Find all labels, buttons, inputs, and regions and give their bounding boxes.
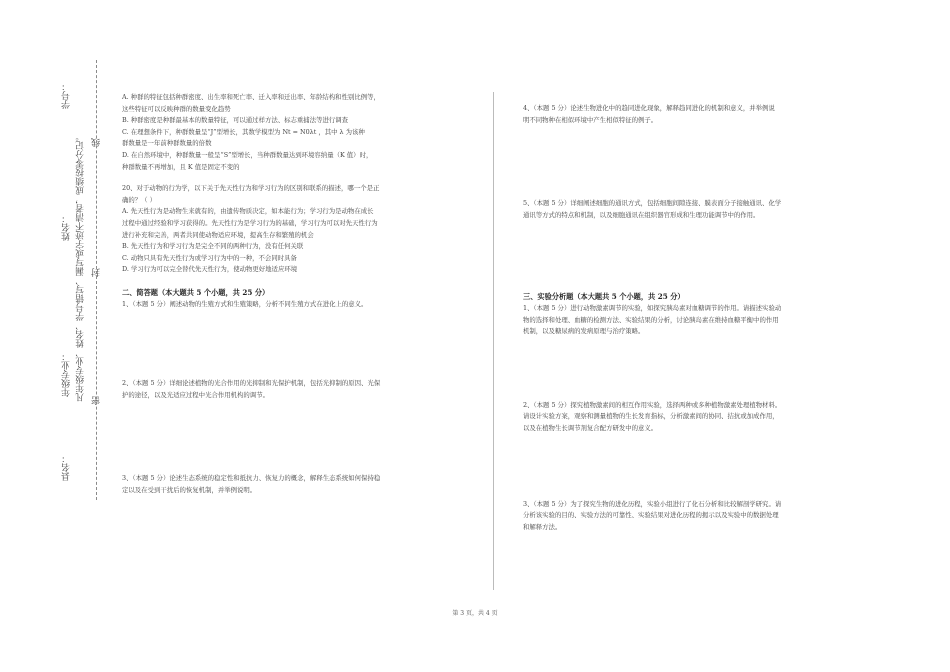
q20-line: A. 先天性行为是动物生来就有的，由遗传物质决定，如本能行为；学习行为是动物在成长	[122, 207, 374, 216]
section-3-title: 三、实验分析题（本大题共 5 个小题，共 25 分）	[523, 292, 685, 302]
s3-question-1: 1、（本题 5 分）进行动物激素调节的实验，如探究胰岛素对血糖调节的作用。请描述实验动 物的选择和处理、血糖的检测方法、实验结果的分析，讨论胰岛素在维持血糖平衡中的作用 机制，以及糖尿病的发病原理与治疗策略。	[523, 303, 782, 336]
q20-line: 过程中通过经验和学习获得的。先天性行为是学习行为的基础，学习行为可以对先天性行为	[122, 218, 378, 227]
q20-line: B. 先天性行为和学习行为是完全不同的两种行为，没有任何关联	[122, 242, 304, 251]
q20-line: D. 学习行为可以完全替代先天性行为，使动物更好地适应环境	[122, 265, 298, 274]
section-2-title: 二、简答题（本大题共 5 个小题，共 25 分）	[122, 287, 270, 297]
seal-mi: 密	[92, 396, 102, 405]
s2-question-2: 2、（本题 5 分）详细论述植物的光合作用的光抑制和光保护机制，包括光抑制的原因、光保 护的途径，以及光适应过程中光合作用机构的调节。	[122, 379, 381, 399]
q19-line: D. 在自然环境中，种群数量一般呈“S”型增长，当种群数量达到环境容纳量（K 值）时，	[122, 150, 373, 159]
s2-question-3: 3、（本题 5 分）论述生态系统的稳定性和抵抗力、恢复力的概念，解释生态系统如何保持稳 定以及在受到干扰后的恢复机制，并举例说明。	[122, 474, 381, 494]
s2-question-5: 5、（本题 5 分）详细阐述细胞的通讯方式，包括细胞间隙连接、膜表面分子接触通讯、化学 通讯等方式的特点和机制，以及细胞通讯在组织器官形成和生理功能调节中的作用。	[523, 199, 782, 219]
q20-line: 确的？（ ）	[122, 195, 156, 204]
binding-warning: 凡年级专业、姓名、学号错写、漏写或字迹不清者，成绩按零分记。	[76, 132, 86, 402]
question-20	[122, 183, 456, 276]
question-19-options	[122, 92, 456, 173]
q20-line: 20、对于动物的行为学，以下关于先天性行为和学习行为的区别和联系的描述，哪一个是正	[122, 184, 380, 193]
q20-line: 进行补充和完善，两者共同使动物适应环境，提高生存和繁殖的机会	[122, 230, 314, 239]
county-label: 县名：	[62, 454, 72, 481]
q19-line: 这些特征可以反映种群的数量变化趋势	[122, 104, 231, 113]
seal-xian: 线	[92, 138, 102, 147]
binding-dashed-line	[96, 60, 97, 500]
s3-question-2: 2、（本题 5 分）探究植物激素间的相互作用实验，选择两种或多种植物激素处理植物材料。 请设计实验方案，观察和测量植物的生长发育指标，分析激素间的协同、拮抗或加成作用， 以及在植物生长调节剂复合配方研发中的意义。	[523, 400, 782, 432]
s3-question-3: 3、（本题 5 分）为了探究生物的进化历程，实验小组进行了化石分析和比较解剖学研究。请 分析该实验的目的、实验方法的可靠性、实验结果对进化历程的揭示以及实验中的数据处理 和解释方法。	[523, 499, 782, 531]
binding-strip	[40, 22, 102, 492]
page-footer: 第 3 页，共 4 页	[452, 610, 498, 617]
q19-line: A. 种群的特征包括种群密度、出生率和死亡率、迁入率和迁出率、年龄结构和性别比例等，	[122, 93, 380, 101]
name-label: 姓名：	[62, 214, 72, 241]
right-column	[523, 103, 863, 533]
seal-feng: 封	[92, 268, 102, 277]
q19-line: C. 在理想条件下，种群数量呈“J”型增长，其数学模型为 Nt = N0λt ，其中 λ 为该种	[122, 127, 365, 136]
s2-question-4: 4、（本题 5 分）论述生物进化中的趋同进化现象，解释趋同进化的机制和意义，并举例说 明不同物种在相似环境中产生相似特征的例子。	[523, 104, 775, 124]
grade-major-label: 年级专业：	[62, 352, 72, 397]
q20-line: C. 动物只具有先天性行为或学习行为中的一种，不会同时具备	[122, 253, 297, 262]
student-id-label: 学号：	[62, 82, 72, 109]
s2-question-1: 1、（本题 5 分）阐述动物的生殖方式和生殖策略，分析不同生殖方式在进化上的意义。	[122, 299, 368, 308]
column-divider	[493, 92, 494, 590]
q19-line: B. 种群密度是种群最基本的数量特征，可以通过样方法、标志重捕法等进行调查	[122, 116, 349, 125]
q19-line: 群数量是一年前种群数量的倍数	[122, 139, 212, 148]
left-column	[122, 92, 456, 496]
q19-line: 种群数量不再增加，且 K 值是固定不变的	[122, 162, 240, 171]
